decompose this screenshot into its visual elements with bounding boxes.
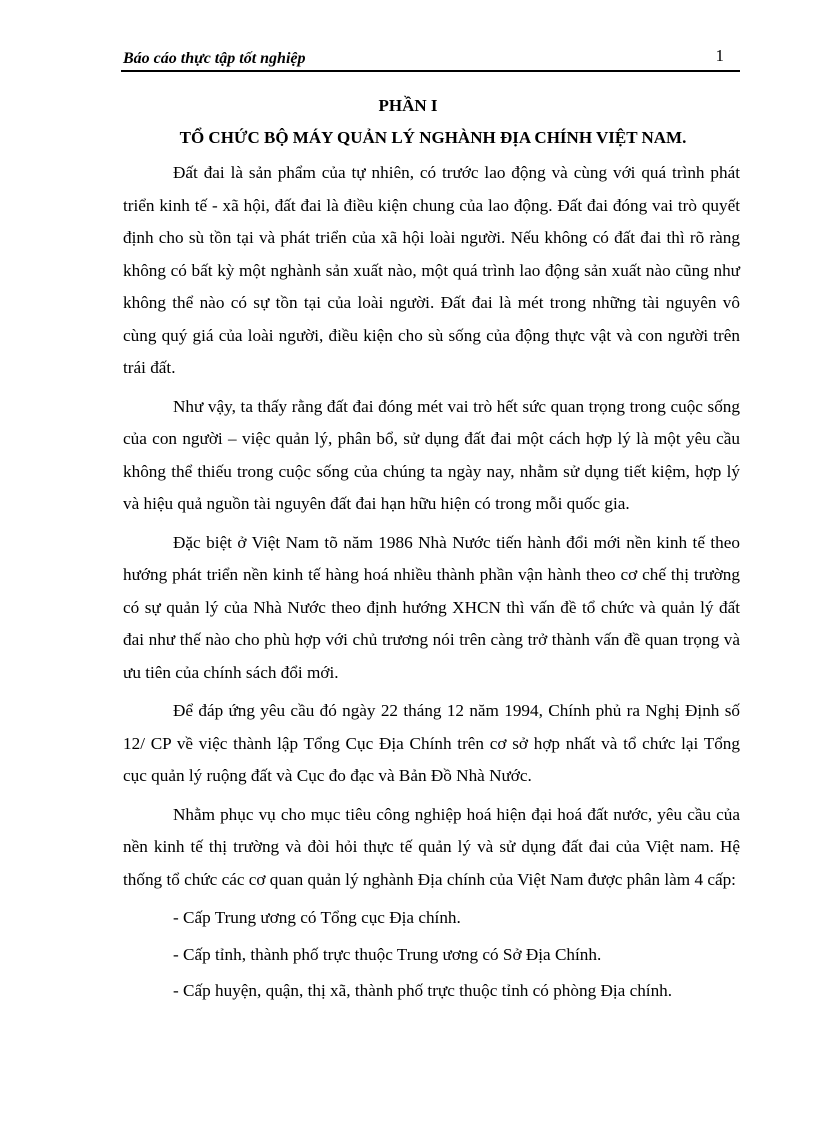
paragraph: Đất đai là sản phẩm của tự nhiên, có trước lao động và cùng với quá trình phát triển kinh tế - xã hội, đất đai là điều kiện chung của lao động. Đất đai đóng vai trò quyết định cho sù tồn tại và phát triển của xã hội loài người. Nếu không có đất đai thì rõ ràng không có bất kỳ một nghành sản xuất nào, một quá trình lao động sản xuất nào cũng như không thể nào có sự tồn tại của loài người. Đất đai là mét trong những tài nguyên vô cùng quý giá của loài người, điều kiện cho sù sống của động thực vật và con người trên trái đất. <box>123 163 740 377</box>
document-body <box>123 157 740 1008</box>
header-title: Báo cáo thực tập tốt nghiệp <box>123 50 306 67</box>
list-item: - Cấp huyện, quận, thị xã, thành phố trực thuộc tỉnh có phòng Địa chính. <box>173 981 673 1000</box>
paragraph: Như vậy, ta thấy rằng đất đai đóng mét vai trò hết sức quan trọng trong cuộc sống của con người – việc quản lý, phân bổ, sử dụng đất đai một cách hợp lý là một yêu cầu không thể thiếu trong cuộc sống của chúng ta ngày nay, nhằm sử dụng tiết kiệm, hợp lý và hiệu quả nguồn tài nguyên đất đai hạn hữu hiện có trong mỗi quốc gia. <box>123 396 740 513</box>
page-number: 1 <box>715 46 724 65</box>
page-header <box>121 46 740 72</box>
section-title: TỔ CHỨC BỘ MÁY QUẢN LÝ NGHÀNH ĐỊA CHÍNH VIỆT NAM. <box>179 128 687 147</box>
list-item: - Cấp Trung ương có Tổng cục Địa chính. <box>173 908 461 927</box>
list-item: - Cấp tỉnh, thành phố trực thuộc Trung ương có Sở Địa Chính. <box>173 944 602 964</box>
paragraph: Để đáp ứng yêu cầu đó ngày 22 tháng 12 năm 1994, Chính phủ ra Nghị Định số 12/ CP về việc thành lập Tổng Cục Địa Chính trên cơ sở hợp nhất và tổ chức lại Tổng cục quản lý ruộng đất và Cục đo đạc và Bản Đồ Nhà Nước. <box>123 701 740 785</box>
part-heading: PHẦN I <box>378 96 438 115</box>
paragraph: Nhằm phục vụ cho mục tiêu công nghiệp hoá hiện đại hoá đất nước, yêu cầu của nền kinh tế thị trường và đòi hỏi thực tế quản lý và sử dụng đất đai của Việt nam. Hệ thống tổ chức các cơ quan quản lý nghành Địa chính của Việt Nam được phân làm 4 cấp: <box>123 804 740 889</box>
paragraph: Đặc biệt ở Việt Nam tõ năm 1986 Nhà Nước tiến hành đổi mới nền kinh tế theo hướng phát triển nền kinh tế hàng hoá nhiều thành phần vận hành theo cơ chế thị trường có sự quản lý của Nhà Nước theo định hướng XHCN thì vấn đề tổ chức và quản lý đất đai như thế nào cho phù hợp với chủ trương nói trên càng trở thành vấn đề quan trọng và ưu tiên của chính sách đổi mới. <box>123 532 740 682</box>
